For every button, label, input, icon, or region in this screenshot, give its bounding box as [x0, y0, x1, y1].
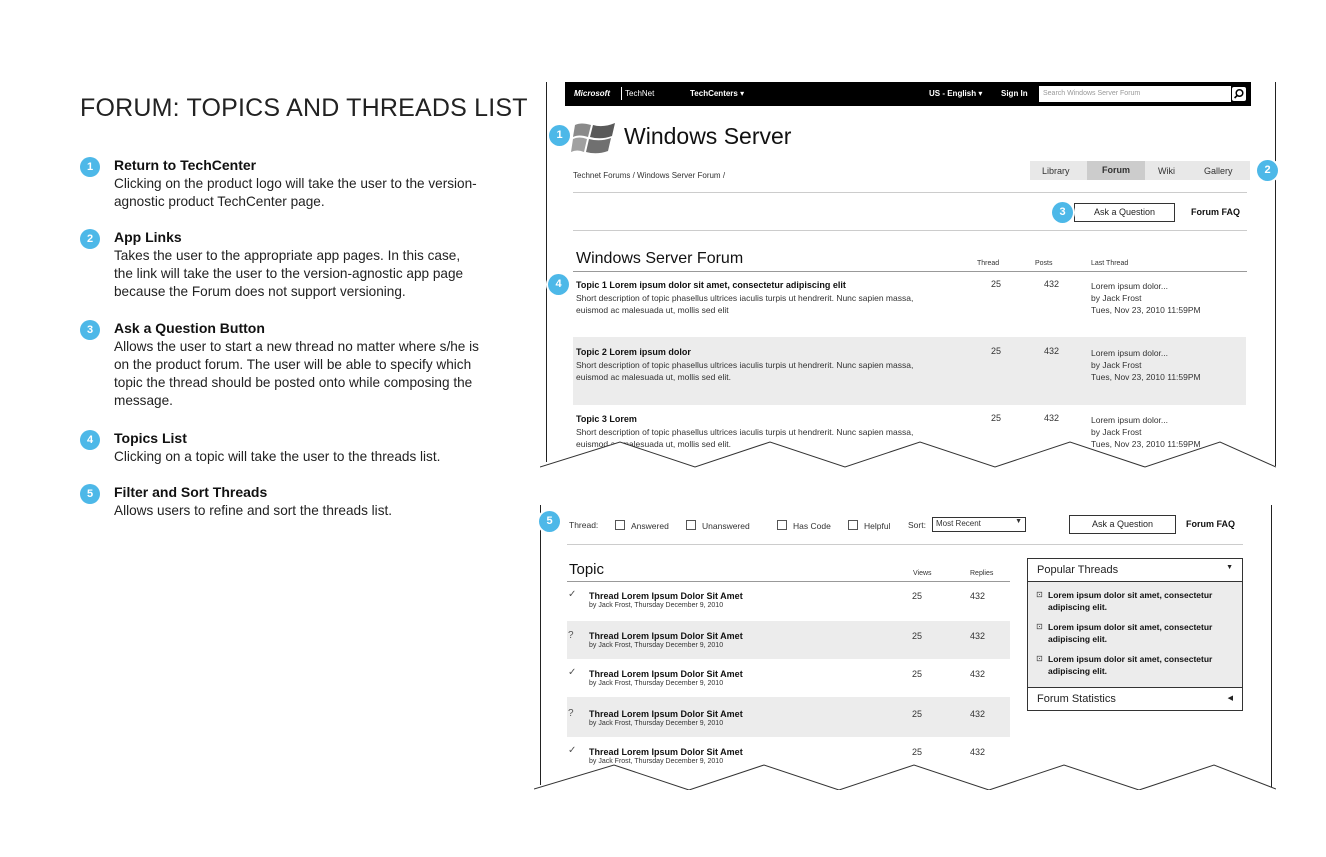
locale-menu[interactable]: US - English ▾ [929, 89, 983, 98]
thread-views: 25 [912, 709, 923, 719]
answered-check-icon: ✓ [568, 745, 577, 756]
col-last-thread: Last Thread [1091, 260, 1129, 267]
page-title: FORUM: TOPICS AND THREADS LIST [80, 94, 528, 122]
sort-select[interactable]: Most Recent ▼ [932, 517, 1026, 532]
col-replies: Replies [970, 570, 994, 577]
app-link-wiki[interactable]: Wiki [1158, 166, 1175, 176]
thread-row[interactable] [567, 659, 1010, 697]
breadcrumb[interactable]: Technet Forums / Windows Server Forum / [573, 171, 726, 180]
thread-replies: 432 [970, 669, 986, 679]
note-filter-sort [80, 484, 500, 520]
thread-byline: by Jack Frost, Thursday December 9, 2010 [589, 602, 724, 609]
product-title: Windows Server [624, 123, 792, 149]
microsoft-logo[interactable]: Microsoft [574, 89, 610, 98]
search-input[interactable]: Search Windows Server Forum [1039, 86, 1231, 102]
topic-description: Short description of topic phasellus ultrices iaculis turpis ut hendrerit. Nunc sapien massa, euismod ac malesuada ut, mollis sed elit. [576, 427, 914, 449]
topic-thread-count: 25 [991, 413, 1002, 423]
torn-edge [540, 434, 1276, 468]
thread-title[interactable]: Thread Lorem Ipsum Dolor Sit Amet [589, 709, 743, 719]
thread-views: 25 [912, 631, 923, 641]
answered-check-icon: ✓ [568, 667, 577, 678]
topic-title[interactable]: Topic 2 Lorem ipsum dolor [576, 347, 691, 357]
note-app-links [80, 229, 500, 301]
thread-views: 25 [912, 669, 923, 679]
callout-badge-5: 5 [539, 511, 560, 532]
filter-answered[interactable]: Answered [615, 520, 669, 531]
thread-replies: 432 [970, 709, 986, 719]
thread-byline: by Jack Frost, Thursday December 9, 2010 [589, 642, 724, 649]
note-return-to-techcenter [80, 157, 500, 211]
forum-title: Windows Server Forum [576, 250, 744, 267]
note-title: App Links [114, 229, 182, 245]
link-icon: ⊡ [1036, 654, 1043, 663]
app-link-forum[interactable]: Forum [1087, 161, 1145, 180]
topic-description: Short description of topic phasellus ultrices iaculis turpis ut hendrerit. Nunc sapien massa, euismod ac malesuada ut, mollis sed elit [576, 293, 914, 315]
techcenters-menu[interactable]: TechCenters ▾ [690, 89, 745, 98]
question-mark-icon: ? [568, 630, 574, 641]
filter-helpful[interactable]: Helpful [848, 520, 890, 531]
col-posts: Posts [1035, 260, 1053, 267]
thread-title[interactable]: Thread Lorem Ipsum Dolor Sit Amet [589, 747, 743, 757]
popular-thread-link[interactable]: Lorem ipsum dolor sit amet, consectetur adipiscing elit. [1048, 654, 1213, 676]
popular-threads-header[interactable]: Popular Threads ▼ [1028, 559, 1242, 582]
note-title: Return to TechCenter [114, 157, 257, 173]
forum-faq-link[interactable]: Forum FAQ [1186, 519, 1235, 529]
callout-badge-3: 3 [1052, 202, 1073, 223]
note-number: 4 [80, 430, 100, 450]
note-text: Takes the user to the appropriate app pages. In this case, the link will take the user to the version-agnostic app page because the Forum does not support versioning. [114, 248, 464, 299]
chevron-down-icon: ▼ [1015, 518, 1022, 525]
filter-unanswered[interactable]: Unanswered [686, 520, 750, 531]
topic-post-count: 432 [1044, 279, 1060, 289]
chevron-down-icon: ▼ [1226, 564, 1233, 571]
search-button[interactable] [1232, 87, 1246, 101]
chevron-left-icon: ◀ [1227, 695, 1233, 702]
topic-post-count: 432 [1044, 346, 1060, 356]
threads-mockup [540, 505, 1276, 790]
app-link-gallery[interactable]: Gallery [1204, 166, 1233, 176]
torn-edge [534, 757, 1276, 790]
note-ask-question [80, 320, 500, 410]
thread-views: 25 [912, 747, 923, 757]
note-number: 2 [80, 229, 100, 249]
thread-title[interactable]: Thread Lorem Ipsum Dolor Sit Amet [589, 669, 743, 679]
note-title: Filter and Sort Threads [114, 484, 268, 500]
answered-check-icon: ✓ [568, 589, 577, 600]
checkbox[interactable] [615, 520, 625, 530]
sign-in-link[interactable]: Sign In [1001, 89, 1028, 98]
topic-row[interactable] [573, 272, 1246, 328]
note-number: 3 [80, 320, 100, 340]
topic-description: Short description of topic phasellus ultrices iaculis turpis ut hendrerit. Nunc sapien massa, euismod ac malesuada ut, mollis sed elit. [576, 360, 914, 382]
callout-badge-4: 4 [548, 274, 569, 295]
note-title: Topics List [114, 430, 187, 446]
link-icon: ⊡ [1036, 622, 1043, 631]
sidebar-panel [1027, 558, 1243, 711]
thread-replies: 432 [970, 747, 986, 757]
thread-byline: by Jack Frost, Thursday December 9, 2010 [589, 758, 724, 765]
forum-faq-link[interactable]: Forum FAQ [1191, 207, 1240, 217]
thread-byline: by Jack Frost, Thursday December 9, 2010 [589, 720, 724, 727]
thread-views: 25 [912, 591, 923, 601]
topic-title[interactable]: Topic 1 Lorem ipsum dolor sit amet, consectetur adipiscing elit [576, 280, 846, 290]
thread-row[interactable] [567, 581, 1010, 621]
note-text: Clicking on a topic will take the user to the threads list. [114, 449, 441, 464]
callout-badge-2: 2 [1257, 160, 1278, 181]
topics-mockup [540, 82, 1276, 468]
thread-byline: by Jack Frost, Thursday December 9, 2010 [589, 680, 724, 687]
topic-last-thread[interactable]: Lorem ipsum dolor... by Jack Frost Tues, Nov 23, 2010 11:59PM [1091, 415, 1201, 449]
note-topics-list [80, 430, 500, 466]
col-views: Views [913, 570, 932, 577]
link-icon: ⊡ [1036, 590, 1043, 599]
thread-row[interactable] [567, 621, 1010, 659]
sort-label: Sort: [908, 520, 926, 530]
popular-thread-link[interactable]: Lorem ipsum dolor sit amet, consectetur adipiscing elit. [1048, 590, 1213, 612]
checkbox[interactable] [848, 520, 858, 530]
filter-has-code[interactable]: Has Code [777, 520, 831, 531]
thread-title[interactable]: Thread Lorem Ipsum Dolor Sit Amet [589, 591, 743, 601]
callout-badge-1: 1 [549, 125, 570, 146]
topic-title[interactable]: Topic 3 Lorem [576, 414, 637, 424]
app-link-library[interactable]: Library [1042, 166, 1070, 176]
topic-post-count: 432 [1044, 413, 1060, 423]
top-navigation-bar [565, 82, 1251, 106]
popular-thread-link[interactable]: Lorem ipsum dolor sit amet, consectetur adipiscing elit. [1048, 622, 1213, 644]
windows-logo-icon[interactable] [571, 119, 619, 157]
search-icon [1232, 87, 1246, 101]
note-title: Ask a Question Button [114, 320, 265, 336]
app-links [1030, 161, 1250, 180]
thread-replies: 432 [970, 631, 986, 641]
note-text: Allows the user to start a new thread no matter where s/he is on the product forum. The user will be able to specify which topic the thread should be posted onto while composing the message. [114, 339, 479, 408]
question-mark-icon: ? [568, 708, 574, 719]
col-thread: Thread [977, 260, 1000, 267]
technet-link[interactable]: TechNet [625, 89, 655, 98]
ask-question-button[interactable]: Ask a Question [1074, 203, 1175, 222]
checkbox[interactable] [777, 520, 787, 530]
checkbox[interactable] [686, 520, 696, 530]
topic-thread-count: 25 [991, 279, 1002, 289]
note-text: Allows users to refine and sort the threads list. [114, 503, 393, 518]
note-number: 1 [80, 157, 100, 177]
topic-row[interactable] [573, 337, 1246, 405]
thread-replies: 432 [970, 591, 986, 601]
thread-filter-label: Thread: [569, 520, 599, 530]
topic-last-thread[interactable]: Lorem ipsum dolor... by Jack Frost Tues, Nov 23, 2010 11:59PM [1091, 281, 1201, 315]
popular-threads-list [1028, 582, 1242, 687]
topic-last-thread[interactable]: Lorem ipsum dolor... by Jack Frost Tues, Nov 23, 2010 11:59PM [1091, 348, 1201, 382]
thread-row[interactable] [567, 697, 1010, 737]
topic-heading: Topic [569, 561, 605, 578]
thread-title[interactable]: Thread Lorem Ipsum Dolor Sit Amet [589, 631, 743, 641]
note-text: Clicking on the product logo will take the user to the version- agnostic product TechCenter page. [114, 176, 477, 209]
topic-thread-count: 25 [991, 346, 1002, 356]
note-number: 5 [80, 484, 100, 504]
ask-question-button[interactable]: Ask a Question [1069, 515, 1176, 534]
forum-statistics-header[interactable]: Forum Statistics ◀ [1028, 687, 1242, 711]
